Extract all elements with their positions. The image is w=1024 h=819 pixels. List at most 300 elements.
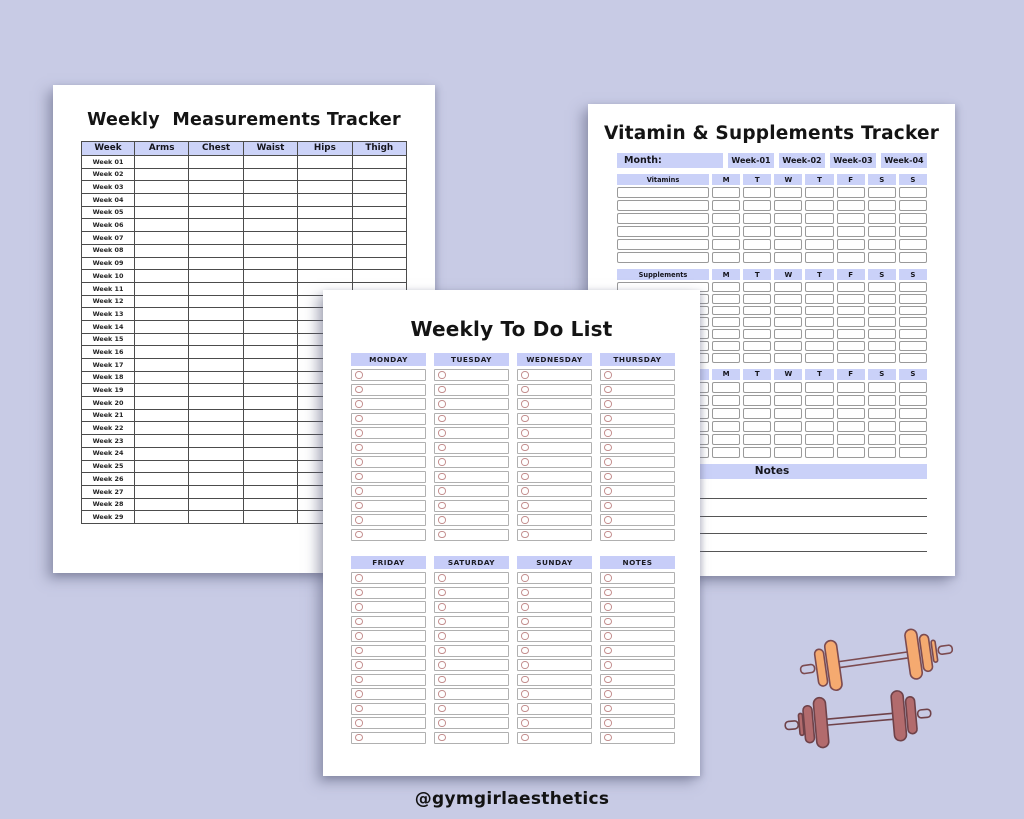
todo-row	[351, 369, 426, 381]
measurement-cell	[243, 295, 297, 308]
tracker-day-cell	[899, 353, 927, 363]
measurement-cell	[243, 181, 297, 194]
tracker-day-cell	[837, 353, 865, 363]
tracker-day-cell	[712, 434, 740, 445]
measurement-cell	[298, 232, 352, 245]
tracker-day-cell	[774, 200, 802, 211]
todo-checkbox-circle-icon	[438, 647, 446, 655]
measurement-cell	[243, 511, 297, 524]
todo-row	[517, 601, 592, 613]
tracker-day-cell	[774, 408, 802, 419]
measurements-column-header: Waist	[243, 142, 297, 156]
todo-row	[434, 529, 509, 541]
todo-row	[600, 732, 675, 744]
todo-day-header: FRIDAY	[351, 556, 426, 569]
tracker-day-cell	[743, 408, 771, 419]
week-row-label: Week 01	[82, 156, 135, 169]
todo-checkbox-circle-icon	[604, 589, 612, 597]
tracker-day-cell	[712, 306, 740, 316]
measurements-column-header: Thigh	[352, 142, 406, 156]
measurement-cell	[189, 473, 243, 486]
todo-page	[323, 290, 700, 776]
todo-checkbox-circle-icon	[521, 516, 529, 524]
measurement-cell	[243, 435, 297, 448]
tracker-day-cell	[774, 434, 802, 445]
tracker-day-cell	[774, 226, 802, 237]
tracker-section-label: Supplements	[617, 269, 709, 280]
todo-row	[517, 398, 592, 410]
measurement-cell	[135, 397, 189, 410]
week-row-label: Week 22	[82, 422, 135, 435]
tracker-day-cell	[837, 408, 865, 419]
todo-checkbox-circle-icon	[438, 574, 446, 582]
measurement-cell	[135, 219, 189, 232]
tracker-day-cell	[743, 200, 771, 211]
measurements-title: Weekly Measurements Tracker	[87, 110, 401, 130]
tracker-day-cell	[837, 187, 865, 198]
todo-day-column	[351, 353, 426, 543]
tracker-day-cell	[712, 226, 740, 237]
measurement-cell	[243, 257, 297, 270]
todo-day-header: NOTES	[600, 556, 675, 569]
week-row-label: Week 20	[82, 397, 135, 410]
todo-row	[600, 427, 675, 439]
todo-row	[517, 456, 592, 468]
week-row-label: Week 11	[82, 282, 135, 295]
todo-row	[517, 674, 592, 686]
todo-checkbox-circle-icon	[438, 705, 446, 713]
measurement-cell	[189, 333, 243, 346]
todo-row	[600, 630, 675, 642]
todo-checkbox-circle-icon	[604, 661, 612, 669]
todo-day-column	[517, 556, 592, 746]
todo-checkbox-circle-icon	[604, 502, 612, 510]
todo-row	[600, 587, 675, 599]
week-row-label: Week 25	[82, 460, 135, 473]
tracker-day-cell	[899, 282, 927, 292]
measurement-cell	[135, 384, 189, 397]
measurements-row	[82, 244, 407, 257]
todo-row	[600, 514, 675, 526]
tracker-day-cell	[805, 252, 833, 263]
todo-checkbox-circle-icon	[355, 444, 363, 452]
orange-dumbbell	[797, 624, 955, 695]
tracker-day-cell	[743, 282, 771, 292]
day-letter-header: W	[774, 369, 802, 380]
todo-row	[600, 601, 675, 613]
todo-row	[600, 471, 675, 483]
day-letter-header: T	[805, 369, 833, 380]
measurement-cell	[135, 333, 189, 346]
measurement-cell	[243, 359, 297, 372]
tracker-day-cell	[712, 239, 740, 250]
todo-row	[600, 659, 675, 671]
todo-row	[434, 485, 509, 497]
todo-checkbox-circle-icon	[355, 415, 363, 423]
tracker-day-cell	[743, 421, 771, 432]
todo-checkbox-circle-icon	[521, 371, 529, 379]
measurement-cell	[189, 320, 243, 333]
measurements-column-header: Arms	[135, 142, 189, 156]
todo-row	[600, 572, 675, 584]
tracker-day-cell	[837, 434, 865, 445]
measurement-cell	[352, 194, 406, 207]
tracker-day-cell	[805, 282, 833, 292]
day-letter-header: F	[837, 174, 865, 185]
day-letter-header: S	[868, 174, 896, 185]
todo-checkbox-circle-icon	[438, 690, 446, 698]
tracker-day-cell	[868, 353, 896, 363]
todo-row	[351, 659, 426, 671]
todo-row	[351, 413, 426, 425]
week-row-label: Week 07	[82, 232, 135, 245]
todo-checkbox-circle-icon	[604, 574, 612, 582]
tracker-day-cell	[774, 421, 802, 432]
tracker-day-cell	[899, 408, 927, 419]
measurement-cell	[135, 460, 189, 473]
tracker-day-cell	[774, 447, 802, 458]
todo-row	[434, 674, 509, 686]
day-letter-header: T	[743, 174, 771, 185]
tracker-day-cell	[868, 200, 896, 211]
measurement-cell	[243, 460, 297, 473]
tracker-day-cell	[712, 200, 740, 211]
week-row-label: Week 27	[82, 485, 135, 498]
week-row-label: Week 03	[82, 181, 135, 194]
week-row-label: Week 02	[82, 168, 135, 181]
tracker-day-cell	[805, 434, 833, 445]
week-tab: Week-03	[830, 153, 876, 168]
measurement-cell	[189, 485, 243, 498]
measurement-cell	[135, 257, 189, 270]
week-row-label: Week 08	[82, 244, 135, 257]
todo-checkbox-circle-icon	[521, 429, 529, 437]
measurement-cell	[243, 219, 297, 232]
tracker-day-cell	[837, 226, 865, 237]
todo-row	[434, 703, 509, 715]
day-letter-header: M	[712, 369, 740, 380]
todo-checkbox-circle-icon	[521, 632, 529, 640]
tracker-day-cell	[868, 252, 896, 263]
measurement-cell	[135, 422, 189, 435]
measurement-cell	[243, 498, 297, 511]
measurement-cell	[135, 244, 189, 257]
tracker-name-cell	[617, 200, 709, 211]
week-tab: Week-01	[728, 153, 774, 168]
todo-row	[351, 529, 426, 541]
measurements-row	[82, 257, 407, 270]
tracker-day-cell	[805, 395, 833, 406]
todo-row	[600, 688, 675, 700]
measurement-cell	[135, 320, 189, 333]
tracker-day-cell	[774, 395, 802, 406]
week-row-label: Week 04	[82, 194, 135, 207]
measurement-cell	[189, 232, 243, 245]
tracker-day-cell	[805, 341, 833, 351]
tracker-day-cell	[712, 294, 740, 304]
day-letter-header: S	[899, 269, 927, 280]
todo-checkbox-circle-icon	[355, 618, 363, 626]
todo-checkbox-circle-icon	[521, 676, 529, 684]
measurement-cell	[189, 422, 243, 435]
todo-checkbox-circle-icon	[521, 719, 529, 727]
measurement-cell	[189, 384, 243, 397]
todo-row	[351, 384, 426, 396]
todo-row	[351, 688, 426, 700]
todo-checkbox-circle-icon	[604, 516, 612, 524]
todo-checkbox-circle-icon	[355, 661, 363, 669]
week-row-label: Week 19	[82, 384, 135, 397]
todo-checkbox-circle-icon	[438, 502, 446, 510]
measurement-cell	[243, 485, 297, 498]
todo-checkbox-circle-icon	[355, 589, 363, 597]
todo-checkbox-circle-icon	[438, 444, 446, 452]
measurement-cell	[243, 320, 297, 333]
todo-checkbox-circle-icon	[521, 574, 529, 582]
measurement-cell	[189, 371, 243, 384]
todo-row	[517, 645, 592, 657]
todo-row	[351, 442, 426, 454]
measurement-cell	[135, 232, 189, 245]
measurement-cell	[352, 257, 406, 270]
todo-row	[351, 427, 426, 439]
todo-row	[517, 427, 592, 439]
tracker-day-cell	[743, 341, 771, 351]
tracker-day-cell	[899, 382, 927, 393]
todo-row	[434, 413, 509, 425]
todo-checkbox-circle-icon	[355, 473, 363, 481]
todo-checkbox-circle-icon	[521, 502, 529, 510]
todo-checkbox-circle-icon	[521, 444, 529, 452]
week-row-label: Week 17	[82, 359, 135, 372]
todo-row	[517, 717, 592, 729]
todo-row	[517, 500, 592, 512]
todo-row	[434, 717, 509, 729]
todo-day-column	[600, 353, 675, 543]
measurement-cell	[243, 156, 297, 169]
measurement-cell	[243, 371, 297, 384]
measurement-cell	[243, 206, 297, 219]
measurements-row	[82, 181, 407, 194]
tracker-day-cell	[868, 282, 896, 292]
notes-band: Notes	[617, 464, 927, 479]
measurements-row	[82, 270, 407, 283]
tracker-day-cell	[899, 421, 927, 432]
todo-checkbox-circle-icon	[604, 603, 612, 611]
measurement-cell	[189, 295, 243, 308]
tracker-day-cell	[868, 226, 896, 237]
tracker-day-cell	[743, 252, 771, 263]
measurement-cell	[189, 244, 243, 257]
tracker-day-cell	[805, 382, 833, 393]
todo-row	[351, 398, 426, 410]
week-tab: Week-02	[779, 153, 825, 168]
measurements-column-header: Week	[82, 142, 135, 156]
measurement-cell	[243, 194, 297, 207]
measurement-cell	[189, 181, 243, 194]
tracker-day-cell	[868, 382, 896, 393]
todo-checkbox-circle-icon	[521, 400, 529, 408]
todo-row	[600, 674, 675, 686]
week-row-label: Week 21	[82, 409, 135, 422]
tracker-day-cell	[899, 294, 927, 304]
todo-title: Weekly To Do List	[410, 317, 613, 341]
tracker-day-cell	[712, 408, 740, 419]
todo-row	[434, 514, 509, 526]
measurement-cell	[298, 168, 352, 181]
todo-checkbox-circle-icon	[438, 371, 446, 379]
tracker-day-cell	[868, 421, 896, 432]
measurement-cell	[298, 244, 352, 257]
todo-checkbox-circle-icon	[604, 705, 612, 713]
tracker-day-cell	[805, 447, 833, 458]
todo-day-header: WEDNESDAY	[517, 353, 592, 366]
week-row-label: Week 29	[82, 511, 135, 524]
tracker-day-cell	[899, 187, 927, 198]
tracker-day-cell	[712, 213, 740, 224]
todo-checkbox-circle-icon	[438, 676, 446, 684]
tracker-day-cell	[712, 421, 740, 432]
tracker-day-cell	[837, 395, 865, 406]
todo-checkbox-circle-icon	[521, 386, 529, 394]
todo-checkbox-circle-icon	[604, 386, 612, 394]
todo-row	[351, 601, 426, 613]
todo-checkbox-circle-icon	[604, 618, 612, 626]
todo-row	[351, 485, 426, 497]
tracker-section-label: Vitamins	[617, 174, 709, 185]
todo-checkbox-circle-icon	[521, 661, 529, 669]
tracker-day-cell	[712, 187, 740, 198]
tracker-day-cell	[868, 294, 896, 304]
measurement-cell	[189, 282, 243, 295]
tracker-day-cell	[868, 408, 896, 419]
measurement-cell	[243, 308, 297, 321]
measurement-cell	[243, 333, 297, 346]
todo-day-header: SUNDAY	[517, 556, 592, 569]
measurement-cell	[135, 435, 189, 448]
todo-day-header: SATURDAY	[434, 556, 509, 569]
todo-row	[351, 645, 426, 657]
measurement-cell	[189, 511, 243, 524]
measurement-cell	[135, 447, 189, 460]
measurement-cell	[189, 194, 243, 207]
todo-day-column	[600, 556, 675, 746]
todo-checkbox-circle-icon	[438, 719, 446, 727]
tracker-day-cell	[774, 341, 802, 351]
todo-row	[517, 630, 592, 642]
todo-checkbox-circle-icon	[521, 589, 529, 597]
measurement-cell	[243, 282, 297, 295]
todo-checkbox-circle-icon	[604, 487, 612, 495]
tracker-day-cell	[712, 353, 740, 363]
todo-checkbox-circle-icon	[355, 371, 363, 379]
todo-row	[600, 485, 675, 497]
todo-checkbox-circle-icon	[355, 458, 363, 466]
measurement-cell	[135, 270, 189, 283]
todo-checkbox-circle-icon	[521, 647, 529, 655]
measurement-cell	[298, 206, 352, 219]
todo-checkbox-circle-icon	[521, 690, 529, 698]
tracker-day-cell	[774, 317, 802, 327]
todo-checkbox-circle-icon	[355, 531, 363, 539]
tracker-day-cell	[868, 213, 896, 224]
todo-checkbox-circle-icon	[438, 400, 446, 408]
day-letter-header: S	[899, 369, 927, 380]
measurement-cell	[243, 232, 297, 245]
tracker-section	[617, 174, 927, 263]
tracker-day-cell	[868, 341, 896, 351]
measurement-cell	[135, 308, 189, 321]
measurement-cell	[135, 409, 189, 422]
tracker-day-cell	[805, 317, 833, 327]
measurement-cell	[189, 168, 243, 181]
todo-checkbox-circle-icon	[355, 719, 363, 727]
tracker-day-cell	[868, 395, 896, 406]
week-row-label: Week 06	[82, 219, 135, 232]
tracker-day-cell	[837, 317, 865, 327]
day-letter-header: W	[774, 174, 802, 185]
measurements-table-head	[82, 142, 407, 156]
tracker-name-cell	[617, 252, 709, 263]
measurements-row	[82, 219, 407, 232]
todo-checkbox-circle-icon	[355, 734, 363, 742]
week-row-label: Week 15	[82, 333, 135, 346]
measurement-cell	[135, 206, 189, 219]
todo-checkbox-circle-icon	[521, 705, 529, 713]
tracker-day-cell	[743, 382, 771, 393]
tracker-day-cell	[743, 294, 771, 304]
vitamins-title: Vitamin & Supplements Tracker	[603, 123, 940, 144]
week-row-label: Week 18	[82, 371, 135, 384]
tracker-day-cell	[774, 294, 802, 304]
todo-day-header: MONDAY	[351, 353, 426, 366]
todo-row	[351, 514, 426, 526]
measurement-cell	[135, 156, 189, 169]
measurement-cell	[135, 295, 189, 308]
measurement-cell	[135, 181, 189, 194]
measurement-cell	[135, 282, 189, 295]
tracker-name-cell	[617, 187, 709, 198]
measurements-row	[82, 156, 407, 169]
todo-row	[517, 413, 592, 425]
tracker-day-cell	[868, 187, 896, 198]
todo-checkbox-circle-icon	[438, 632, 446, 640]
todo-checkbox-circle-icon	[355, 400, 363, 408]
tracker-day-cell	[837, 282, 865, 292]
measurement-cell	[298, 257, 352, 270]
todo-checkbox-circle-icon	[521, 487, 529, 495]
tracker-day-cell	[805, 200, 833, 211]
measurement-cell	[189, 435, 243, 448]
todo-checkbox-circle-icon	[521, 603, 529, 611]
tracker-day-cell	[743, 317, 771, 327]
day-letter-header: S	[868, 269, 896, 280]
measurement-cell	[189, 359, 243, 372]
todo-row	[600, 645, 675, 657]
week-row-label: Week 12	[82, 295, 135, 308]
tracker-day-cell	[837, 382, 865, 393]
footer-handle: @gymgirlaesthetics	[414, 789, 610, 809]
todo-row	[600, 442, 675, 454]
measurements-column-header: Hips	[298, 142, 352, 156]
week-row-label: Week 13	[82, 308, 135, 321]
todo-day-column	[517, 353, 592, 543]
week-row-label: Week 26	[82, 473, 135, 486]
measurement-cell	[135, 194, 189, 207]
todo-row	[351, 500, 426, 512]
todo-day-header: THURSDAY	[600, 353, 675, 366]
tracker-day-cell	[837, 200, 865, 211]
